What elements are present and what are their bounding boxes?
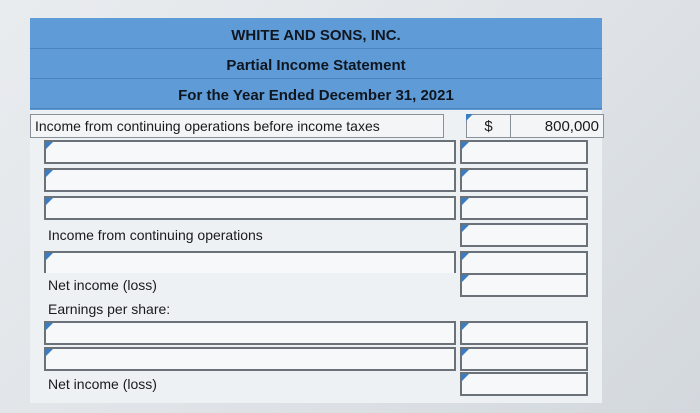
amount-input[interactable] (460, 168, 588, 192)
line-item-input[interactable] (44, 140, 456, 164)
continuing-ops-label: Income from continuing operations (44, 223, 456, 247)
table-row (44, 223, 604, 249)
table-row (44, 372, 604, 398)
table-row (44, 196, 604, 222)
line-item-input[interactable] (44, 196, 456, 220)
line-item-input[interactable] (44, 168, 456, 192)
amount-input[interactable] (460, 140, 588, 164)
table-row (35, 114, 604, 140)
statement-period: For the Year Ended December 31, 2021 (30, 82, 602, 109)
amount-input[interactable] (460, 321, 588, 345)
amount-input[interactable] (460, 273, 588, 297)
currency-symbol[interactable]: $ (466, 114, 510, 138)
amount-input[interactable] (460, 196, 588, 220)
line-item-input[interactable] (44, 321, 456, 345)
amount-input[interactable] (460, 251, 588, 275)
pretax-income-label: Income from continuing operations before income taxes (30, 114, 444, 138)
table-row (44, 347, 604, 373)
amount-input[interactable] (460, 223, 588, 247)
pretax-income-amount: 800,000 (510, 114, 604, 138)
statement-header (30, 18, 602, 110)
company-name: WHITE AND SONS, INC. (30, 22, 602, 49)
eps-label: Earnings per share: (44, 297, 456, 321)
line-item-input[interactable] (44, 347, 456, 371)
eps-net-income-label: Net income (loss) (44, 372, 456, 396)
line-item-input[interactable] (44, 251, 456, 275)
statement-title: Partial Income Statement (30, 52, 602, 79)
table-row (44, 321, 604, 347)
table-row (44, 273, 604, 299)
income-statement-sheet (30, 18, 602, 403)
amount-input[interactable] (460, 347, 588, 371)
net-income-label: Net income (loss) (44, 273, 456, 297)
table-row (44, 140, 604, 166)
amount-input[interactable] (460, 372, 588, 396)
table-row (44, 297, 604, 323)
table-row (44, 168, 604, 194)
